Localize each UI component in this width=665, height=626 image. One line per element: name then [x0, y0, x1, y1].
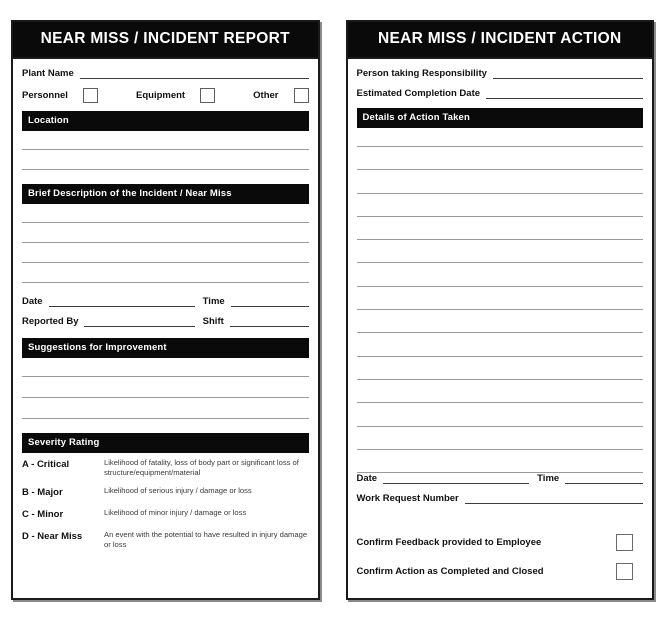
person-responsibility-label: Person taking Responsibility	[356, 68, 487, 79]
work-request-input[interactable]	[465, 494, 643, 504]
personnel-checkbox[interactable]	[83, 88, 98, 103]
severity-description: Likelihood of fatality, loss of body part or significant loss of structure/equipment/material	[104, 458, 299, 477]
person-responsibility-input[interactable]	[493, 69, 643, 79]
write-line[interactable]	[357, 286, 644, 287]
time-label: Time	[202, 296, 225, 307]
date-field	[22, 296, 195, 307]
confirm-feedback-label: Confirm Feedback provided to Employee	[356, 537, 542, 549]
confirm-closed-label: Confirm Action as Completed and Closed	[356, 566, 544, 578]
date-time-row	[22, 296, 309, 307]
confirm-closed-checkbox[interactable]	[616, 563, 633, 580]
write-line[interactable]	[357, 379, 644, 380]
description-write-lines[interactable]	[22, 204, 309, 283]
shift-label: Shift	[202, 316, 224, 327]
write-line[interactable]	[22, 282, 309, 283]
equipment-check-item	[136, 88, 215, 103]
reported-by-input[interactable]	[84, 317, 194, 327]
write-line[interactable]	[357, 146, 644, 147]
person-responsibility-row	[357, 68, 644, 79]
work-request-row	[357, 493, 644, 504]
work-request-label: Work Request Number	[356, 493, 459, 505]
confirm-feedback-row	[357, 534, 644, 551]
severity-row	[22, 508, 309, 521]
other-check-item	[253, 88, 308, 103]
severity-section-header: Severity Rating	[22, 433, 309, 453]
action-date-label: Date	[356, 473, 378, 485]
description-section-header: Brief Description of the Incident / Near Miss	[22, 184, 309, 204]
shift-field	[195, 316, 309, 327]
write-line[interactable]	[22, 242, 309, 243]
equipment-label: Equipment	[136, 90, 186, 101]
estimated-completion-input[interactable]	[486, 89, 643, 99]
other-label: Other	[253, 90, 279, 101]
severity-code: B - Major	[22, 487, 63, 498]
write-line[interactable]	[357, 402, 644, 403]
severity-description: Likelihood of serious injury / damage or loss	[104, 486, 252, 495]
write-line[interactable]	[22, 397, 309, 398]
reported-shift-row	[22, 316, 309, 327]
other-checkbox[interactable]	[294, 88, 309, 103]
write-line[interactable]	[22, 418, 309, 419]
severity-row	[22, 530, 309, 549]
incident-action-body	[348, 59, 653, 598]
incident-report-title: NEAR MISS / INCIDENT REPORT	[13, 22, 318, 59]
report-bottom-spacer	[22, 549, 309, 592]
time-field	[195, 296, 309, 307]
plant-name-row	[22, 68, 309, 79]
details-write-lines[interactable]	[357, 128, 644, 473]
severity-code: A - Critical	[22, 459, 70, 470]
confirm-closed-row	[357, 563, 644, 580]
action-time-field	[529, 473, 643, 484]
severity-code: D - Near Miss	[22, 531, 83, 542]
severity-row	[22, 458, 309, 477]
category-checkbox-row	[22, 88, 309, 103]
write-line[interactable]	[357, 309, 644, 310]
equipment-checkbox[interactable]	[200, 88, 215, 103]
confirm-feedback-checkbox[interactable]	[616, 534, 633, 551]
action-time-label: Time	[537, 473, 560, 485]
personnel-check-item	[22, 88, 98, 103]
write-line[interactable]	[22, 376, 309, 377]
details-section-header: Details of Action Taken	[357, 108, 644, 128]
location-write-lines[interactable]	[22, 131, 309, 170]
action-date-time-row	[357, 473, 644, 484]
estimated-completion-label: Estimated Completion Date	[356, 88, 481, 99]
write-line[interactable]	[357, 449, 644, 450]
incident-action-title: NEAR MISS / INCIDENT ACTION	[348, 22, 653, 59]
write-line[interactable]	[357, 193, 644, 194]
plant-name-input[interactable]	[80, 69, 309, 79]
severity-code: C - Minor	[22, 509, 64, 520]
estimated-completion-row	[357, 88, 644, 99]
plant-name-label: Plant Name	[22, 68, 74, 79]
incident-report-card	[11, 20, 320, 600]
action-date-field	[357, 473, 530, 484]
severity-rating-table	[22, 458, 309, 549]
date-label: Date	[22, 296, 43, 307]
shift-input[interactable]	[230, 317, 309, 327]
write-line[interactable]	[357, 332, 644, 333]
location-section-header: Location	[22, 111, 309, 131]
suggestions-write-lines[interactable]	[22, 358, 309, 419]
incident-action-card	[346, 20, 655, 600]
incident-report-body	[13, 59, 318, 598]
write-line[interactable]	[22, 222, 309, 223]
action-time-input[interactable]	[565, 474, 643, 484]
reported-by-field	[22, 316, 195, 327]
severity-description: An event with the potential to have resulted in injury damage or loss	[104, 530, 308, 549]
severity-description: Likelihood of minor injury / damage or loss	[104, 508, 247, 517]
write-line[interactable]	[357, 169, 644, 170]
personnel-label: Personnel	[22, 90, 68, 101]
write-line[interactable]	[357, 262, 644, 263]
write-line[interactable]	[357, 356, 644, 357]
write-line[interactable]	[22, 262, 309, 263]
suggestions-section-header: Suggestions for Improvement	[22, 338, 309, 358]
write-line[interactable]	[22, 149, 309, 150]
action-date-input[interactable]	[383, 474, 529, 484]
write-line[interactable]	[357, 426, 644, 427]
reported-by-label: Reported By	[22, 316, 79, 327]
write-line[interactable]	[22, 169, 309, 170]
time-input[interactable]	[231, 297, 309, 307]
severity-row	[22, 486, 309, 499]
date-input[interactable]	[49, 297, 195, 307]
write-line[interactable]	[357, 216, 644, 217]
write-line[interactable]	[357, 239, 644, 240]
